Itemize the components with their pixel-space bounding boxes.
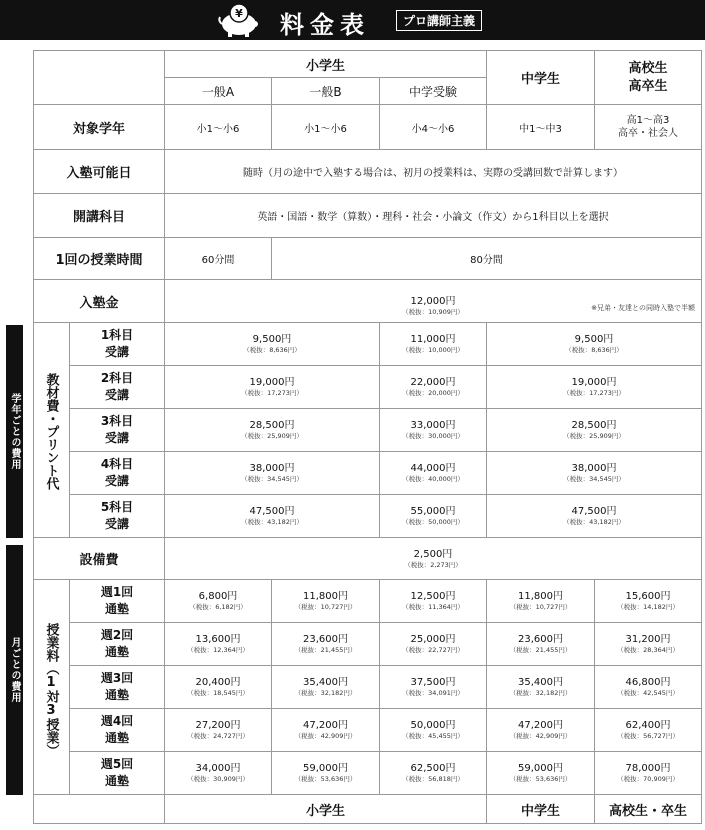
group-label-tuition: 授業料（1対3授業） [43, 623, 59, 757]
materials-general-price: 9,500円 [252, 334, 292, 345]
svg-text:¥: ¥ [235, 7, 243, 20]
tuition-price: 50,000円 [410, 720, 456, 731]
row-label-admission: 入塾金 [34, 280, 165, 323]
col-elem-b: 一般B [272, 78, 380, 105]
facility-tax: （税抜：2,273円） [404, 560, 462, 569]
side-label-monthly: 月ごとの費用 [6, 545, 23, 795]
tuition-tax: （税抜：6,182円） [189, 603, 247, 611]
tuition-tax: （税抜：28,364円） [617, 646, 679, 654]
page-header [0, 0, 705, 40]
grade-b: 小1〜小6 [272, 105, 380, 150]
tuition-tax: （税抜：53,636円） [294, 775, 357, 783]
tuition-price: 11,800円 [518, 591, 563, 602]
tuition-price: 35,400円 [303, 677, 348, 688]
materials-general-tax: （税抜：25,909円） [241, 432, 303, 440]
tuition-label: 週4回 通塾 [70, 709, 165, 752]
tuition-price: 62,400円 [625, 720, 671, 731]
tuition-price: 23,600円 [303, 634, 348, 645]
materials-jrsr-tax: （税抜：25,909円） [563, 432, 625, 440]
tuition-price: 6,800円 [198, 591, 238, 602]
tuition-price: 59,000円 [518, 763, 563, 774]
tuition-price: 23,600円 [518, 634, 563, 645]
row-label-duration: 1回の授業時間 [34, 238, 165, 280]
facility-price: 2,500円 [413, 548, 453, 560]
piggy-bank-icon [214, 2, 262, 38]
materials-jrsr-tax: （税抜：17,273円） [563, 389, 625, 397]
tuition-price: 15,600円 [625, 591, 671, 602]
tuition-tax: （税抜：32,182円） [509, 689, 572, 697]
tuition-label: 週5回 通塾 [70, 752, 165, 795]
materials-jrsr-price: 47,500円 [571, 506, 617, 517]
tuition-tax: （税抜：42,909円） [294, 732, 357, 740]
admission-price: 12,000円 [410, 295, 456, 307]
col-elem-a: 一般A [165, 78, 272, 105]
materials-exam-tax: （税抜：10,000円） [402, 346, 464, 354]
tuition-tax: （税抜：34,091円） [402, 689, 464, 697]
materials-label: 4科目 受講 [70, 452, 165, 495]
footer-corner [34, 795, 165, 824]
fee-table [33, 50, 702, 824]
col-elementary: 小学生 [165, 51, 487, 78]
duration-rest: 80分間 [272, 238, 702, 280]
materials-exam-tax: （税抜：20,000円） [402, 389, 464, 397]
tuition-price: 37,500円 [410, 677, 456, 688]
materials-general-tax: （税抜：43,182円） [241, 518, 303, 526]
footer-senior: 高校生・卒生 [595, 795, 702, 824]
header-badge: プロ講師主義 [396, 10, 482, 31]
tuition-tax: （税抜：21,455円） [509, 646, 572, 654]
tuition-tax: （税抜：18,545円） [187, 689, 249, 697]
row-label-grade: 対象学年 [34, 105, 165, 150]
row-label-subjects: 開講科目 [34, 194, 165, 238]
page-title: 料金表 [280, 11, 370, 39]
grade-exam: 小4〜小6 [380, 105, 487, 150]
tuition-price: 62,500円 [410, 763, 456, 774]
row-label-facility: 設備費 [34, 538, 165, 580]
materials-label: 5科目 受講 [70, 495, 165, 538]
tuition-tax: （税抜：53,636円） [509, 775, 572, 783]
materials-jrsr-tax: （税抜：8,636円） [565, 346, 623, 354]
tuition-tax: （税抜：42,545円） [617, 689, 679, 697]
materials-exam-price: 44,000円 [410, 463, 456, 474]
grade-junior: 中1〜中3 [487, 105, 595, 150]
tuition-tax: （税抜：14,182円） [617, 603, 679, 611]
tuition-price: 46,800円 [625, 677, 671, 688]
tuition-tax: （税抜：10,727円） [294, 603, 357, 611]
tuition-price: 11,800円 [303, 591, 348, 602]
col-elem-exam: 中学受験 [380, 78, 487, 105]
tuition-tax: （税抜：21,455円） [294, 646, 357, 654]
tuition-tax: （税抜：42,909円） [509, 732, 572, 740]
materials-general-price: 38,000円 [249, 463, 295, 474]
tuition-price: 59,000円 [303, 763, 348, 774]
row-label-enroll: 入塾可能日 [34, 150, 165, 194]
enroll-text: 随時（月の途中で入塾する場合は、初月の授業料は、実際の受講回数で計算します） [165, 150, 702, 194]
materials-exam-price: 22,000円 [410, 377, 456, 388]
col-junior: 中学生 [487, 51, 595, 105]
materials-jrsr-tax: （税抜：34,545円） [563, 475, 625, 483]
admission-cell [165, 280, 702, 323]
grade-a: 小1〜小6 [165, 105, 272, 150]
footer-junior: 中学生 [487, 795, 595, 824]
tuition-label: 週1回 通塾 [70, 580, 165, 623]
materials-general-price: 19,000円 [249, 377, 295, 388]
materials-exam-tax: （税抜：30,000円） [402, 432, 464, 440]
grade-senior: 高1〜高3 高卒・社会人 [595, 105, 702, 150]
materials-jrsr-price: 28,500円 [571, 420, 617, 431]
materials-group-cell [34, 323, 70, 538]
admission-note: ※兄弟・友達との同時入塾で半額 [591, 303, 695, 312]
tuition-tax: （税抜：24,727円） [187, 732, 249, 740]
materials-general-tax: （税抜：34,545円） [241, 475, 303, 483]
duration-a: 60分間 [165, 238, 272, 280]
tuition-price: 27,200円 [195, 720, 241, 731]
side-label-academic: 学年ごとの費用 [6, 325, 23, 538]
tuition-label: 週2回 通塾 [70, 623, 165, 666]
tuition-price: 25,000円 [410, 634, 456, 645]
tuition-price: 12,500円 [410, 591, 456, 602]
tuition-price: 78,000円 [625, 763, 671, 774]
materials-general-tax: （税抜：17,273円） [241, 389, 303, 397]
materials-label: 1科目 受講 [70, 323, 165, 366]
materials-exam-price: 11,000円 [410, 334, 456, 345]
materials-general-tax: （税抜：8,636円） [243, 346, 301, 354]
tuition-tax: （税抜：12,364円） [187, 646, 249, 654]
tuition-price: 20,400円 [195, 677, 241, 688]
col-senior: 高校生 高卒生 [595, 51, 702, 105]
tuition-price: 34,000円 [195, 763, 241, 774]
materials-label: 3科目 受講 [70, 409, 165, 452]
tuition-tax: （税抜：22,727円） [402, 646, 464, 654]
tuition-price: 31,200円 [625, 634, 671, 645]
tuition-tax: （税抜：11,364円） [402, 603, 464, 611]
subjects-text: 英語・国語・数学（算数）・理科・社会・小論文（作文）から1科目以上を選択 [165, 194, 702, 238]
tuition-price: 13,600円 [195, 634, 241, 645]
materials-exam-tax: （税抜：40,000円） [402, 475, 464, 483]
materials-exam-price: 55,000円 [410, 506, 456, 517]
materials-general-price: 28,500円 [249, 420, 295, 431]
materials-jrsr-tax: （税抜：43,182円） [563, 518, 625, 526]
tuition-tax: （税抜：32,182円） [294, 689, 357, 697]
tuition-price: 47,200円 [303, 720, 348, 731]
materials-jrsr-price: 38,000円 [571, 463, 617, 474]
admission-tax: （税抜：10,909円） [402, 307, 464, 316]
tuition-label: 週3回 通塾 [70, 666, 165, 709]
header-corner [34, 51, 165, 105]
tuition-tax: （税抜：70,909円） [617, 775, 679, 783]
tuition-price: 47,200円 [518, 720, 563, 731]
materials-label: 2科目 受講 [70, 366, 165, 409]
materials-exam-price: 33,000円 [410, 420, 456, 431]
tuition-group-cell [34, 580, 70, 795]
tuition-tax: （税抜：30,909円） [187, 775, 249, 783]
footer-elementary: 小学生 [165, 795, 487, 824]
tuition-tax: （税抜：45,455円） [402, 732, 464, 740]
materials-jrsr-price: 19,000円 [571, 377, 617, 388]
tuition-tax: （税抜：56,727円） [617, 732, 679, 740]
materials-exam-tax: （税抜：50,000円） [402, 518, 464, 526]
tuition-price: 35,400円 [518, 677, 563, 688]
group-label-materials: 教材費・プリント代 [43, 372, 59, 490]
materials-jrsr-price: 9,500円 [574, 334, 614, 345]
tuition-tax: （税抜：56,818円） [402, 775, 464, 783]
materials-general-price: 47,500円 [249, 506, 295, 517]
tuition-tax: （税抜：10,727円） [509, 603, 572, 611]
